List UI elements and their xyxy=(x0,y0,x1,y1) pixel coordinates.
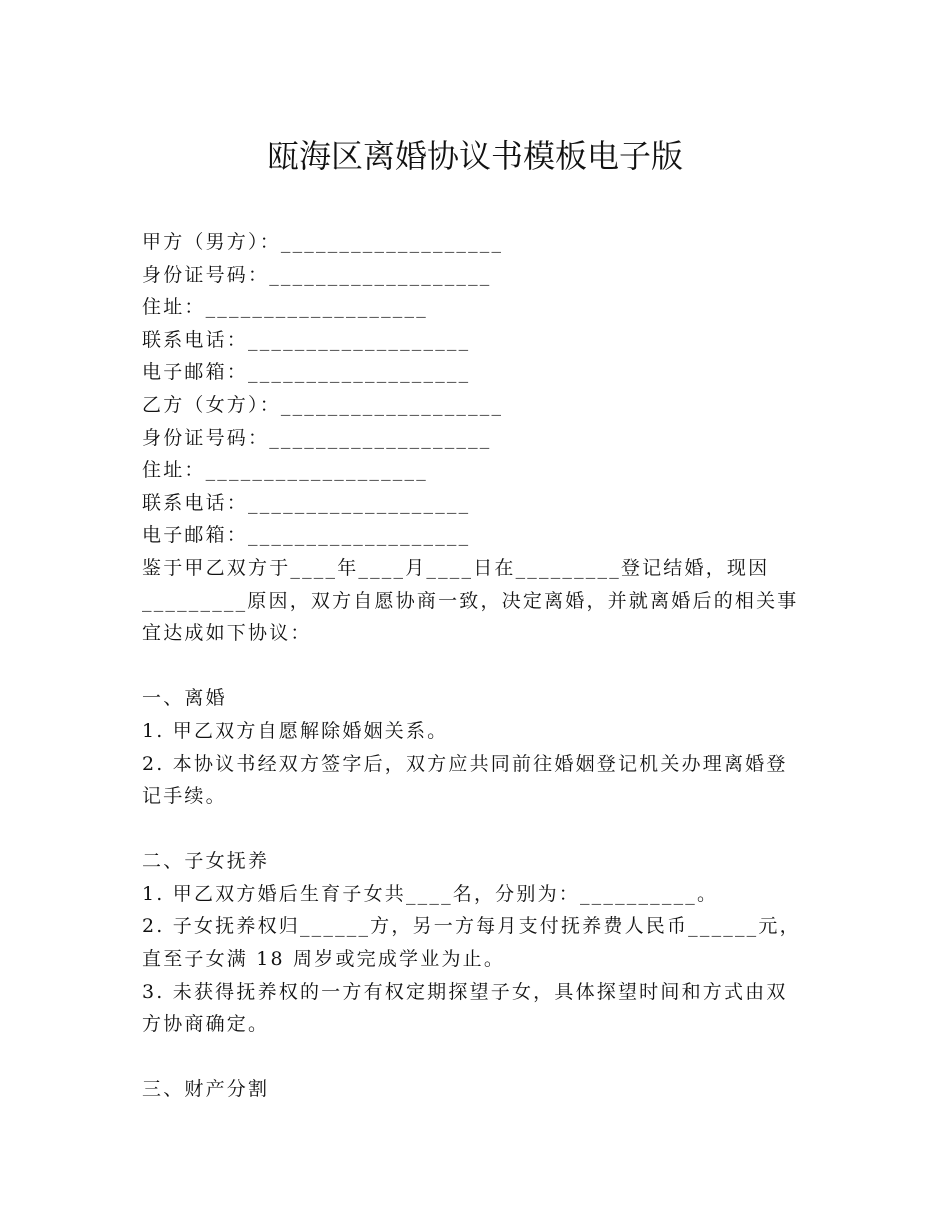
document-body xyxy=(142,226,814,1106)
clause-line: 3. 未获得抚养权的一方有权定期探望子女，具体探望时间和方式由双 xyxy=(142,980,788,1003)
paragraph-spacer xyxy=(142,813,814,846)
paragraph-spacer xyxy=(142,650,814,683)
party-b-address-line: 住址：___________________ xyxy=(142,459,428,482)
preamble-line: 宜达成如下协议： xyxy=(142,622,312,645)
clause-line: 1. 甲乙双方婚后生育子女共____名，分别为：__________。 xyxy=(142,882,719,905)
party-b-email-line: 电子邮箱：___________________ xyxy=(142,524,471,547)
section-heading-divorce: 一、离婚 xyxy=(142,687,227,710)
preamble-line: 鉴于甲乙双方于____年____月____日在_________登记结婚，现因 xyxy=(142,556,770,579)
party-a-name-line: 甲方（男方）：___________________ xyxy=(142,231,504,253)
party-a-phone-line: 联系电话：___________________ xyxy=(142,328,471,351)
preamble-line: _________原因，双方自愿协商一致，决定离婚，并就离婚后的相关事 xyxy=(142,589,799,612)
clause-line: 记手续。 xyxy=(142,785,227,808)
party-a-address-line: 住址：___________________ xyxy=(142,296,428,319)
party-b-id-line: 身份证号码：___________________ xyxy=(142,426,492,449)
clause-line: 方协商确定。 xyxy=(142,1013,270,1036)
party-b-phone-line: 联系电话：___________________ xyxy=(142,491,471,514)
clause-line: 1. 甲乙双方自愿解除婚姻关系。 xyxy=(142,719,449,742)
party-a-id-line: 身份证号码：___________________ xyxy=(142,263,492,286)
section-heading-property-division: 三、财产分割 xyxy=(142,1078,270,1101)
clause-line: 直至子女满 18 周岁或完成学业为止。 xyxy=(142,948,506,971)
party-a-email-line: 电子邮箱：___________________ xyxy=(142,361,471,384)
clause-line: 2. 本协议书经双方签字后，双方应共同前往婚姻登记机关办理离婚登 xyxy=(142,752,788,775)
clause-line: 2. 子女抚养权归______方，另一方每月支付抚养费人民币______元， xyxy=(142,915,801,938)
paragraph-spacer xyxy=(142,1041,814,1074)
document-title: 瓯海区离婚协议书模板电子版 xyxy=(266,137,683,175)
section-heading-child-custody: 二、子女抚养 xyxy=(142,850,270,873)
party-b-name-line: 乙方（女方）：___________________ xyxy=(142,393,504,416)
